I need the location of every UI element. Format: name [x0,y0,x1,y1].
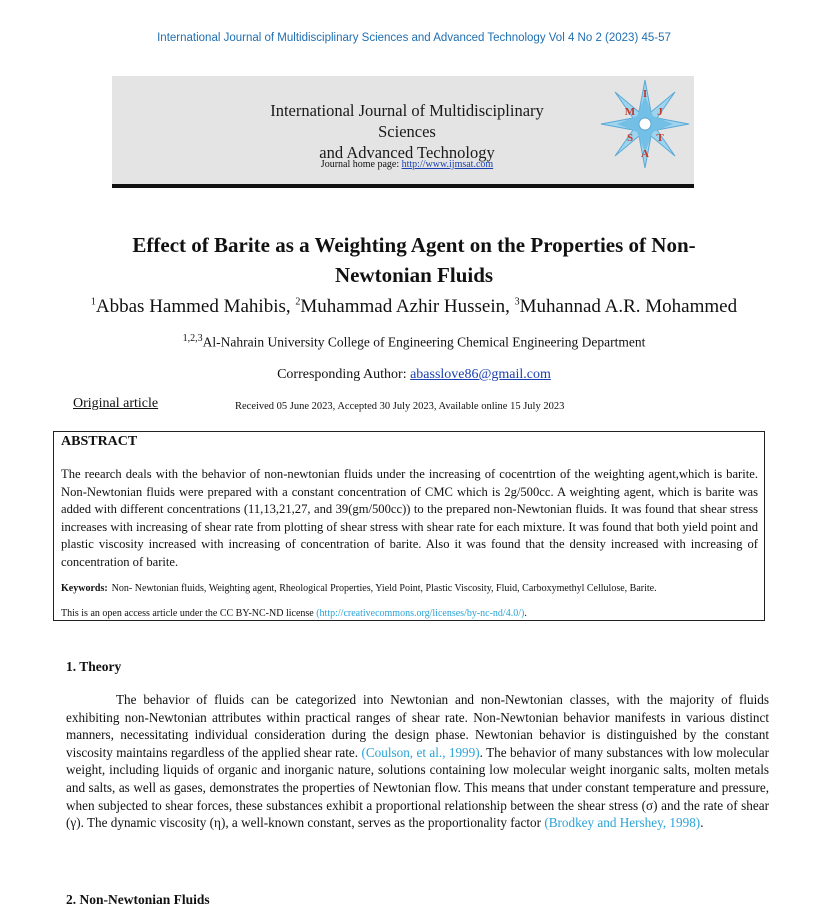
svg-text:J: J [657,106,663,118]
abstract-text: The reearch deals with the behavior of non-newtonian fluids under the increasing of cocentrtion of the weighting agent,which is barite. Non-Newtonian fluids were prepared with a constant concentration of CMC which is 2g/500cc. A weighting agent, which is barite was added with different concentrations (11,13,21,27, and 39(gm/500cc)) to the prepared non-Newtonian fluids. It was found that shear stress increases with increasing of shear rate from plotting of shear stress with shear rate for each mixture. It was found that both yield point and plastic viscosity increased with increasing of concentration of barite. Also it was found that the density increased with increasing of concentration of barite. [61,467,758,569]
section-2-heading: 2. Non-Newtonian Fluids [66,892,210,907]
citation-coulson[interactable]: (Coulson, et al., 1999) [361,744,480,760]
svg-text:M: M [624,106,636,118]
license-note: This is an open access article under the CC BY-NC-ND license (http://creativecommons.org/licenses/by-nc-nd/4.0/). [61,608,527,619]
svg-text:I: I [642,88,648,100]
corresponding-author: Corresponding Author: abasslove86@gmail.com [277,367,551,382]
article-title: Effect of Barite as a Weighting Agent on the Properties of Non-Newtonian Fluids [132,233,696,287]
affiliation: $^{1,2,3}$Al-Nahrain University College of Engineering Chemical Engineering Department [182,333,646,350]
keywords: Keywords: Non- Newtonian fluids, Weighting agent, Rheological Properties, Yield Point, Plastic Viscosity, Fluid, Carboxymethyl Cellulose, Barite. [61,583,657,594]
banner-rule [112,184,694,188]
section-1-paragraph: The behavior of fluids can be categorized into Newtonian and non-Newtonian classes, with the majority of fluids exhibiting non-Newtonian attributes within practical ranges of shear rate. Non-Newtonian behavior manifests in various distinct manners, necessitating individual consideration during the design phase. Newtonian behavior is distinguished by the constant viscosity maintains regardless of the applied shear rate. (Coulson, et al., 1999). The behavior of many substances with low molecular weight, including liquids of organic and inorganic nature, solutions containing low molecular weight inorganic salts, molten metals and salts, as well as gases, demonstrates the properties of Newtonian flow. This means that under constant temperature and pressure, when subjected to shear forces, these substances exhibit a proportional relationship between the shear stress (σ) and the rate of shear (γ). The dynamic viscosity (η), a well-known constant, serves as the proportionality factor (Brodkey and Hershey, 1998). [66,692,769,831]
article-type: Original article [73,396,159,411]
corresponding-email-link[interactable]: abasslove86@gmail.com [410,367,551,382]
journal-name: International Journal of Multidisciplinary Sciences and Advanced Technology [270,101,544,162]
abstract-heading: ABSTRACT [61,434,138,449]
received-dates: Received 05 June 2023, Accepted 30 July 2023, Available online 15 July 2023 [235,401,565,412]
svg-text:A: A [641,148,649,160]
author-3: Muhannad A.R. Mohammed [519,296,738,317]
journal-home-link[interactable]: http://www.ijmsat.com [401,159,494,170]
svg-text:T: T [656,132,664,144]
svg-text:S: S [626,132,634,144]
journal-home-page: Journal home page: http://www.ijmsat.com [320,159,494,170]
author-list: $^1$Abbas Hammed Mahibis, $^2$Muhammad Azhir Hussein, $^3$Muhannad A.R. Mohammed [90,296,738,317]
citation-brodkey[interactable]: (Brodkey and Hershey, 1998) [544,815,701,831]
running-header: International Journal of Multidisciplinary Sciences and Advanced Technology Vol 4 No 2 (2023) 45-57 [157,32,671,44]
author-2: Muhammad Azhir Hussein, [300,296,510,317]
journal-logo-icon [600,79,690,169]
section-1-heading: 1. Theory [66,659,122,674]
license-link[interactable]: (http://creativecommons.org/licenses/by-nc-nd/4.0/) [316,608,525,619]
abstract-box [53,431,765,621]
author-1: Abbas Hammed Mahibis, [95,296,291,317]
journal-banner [112,76,694,184]
